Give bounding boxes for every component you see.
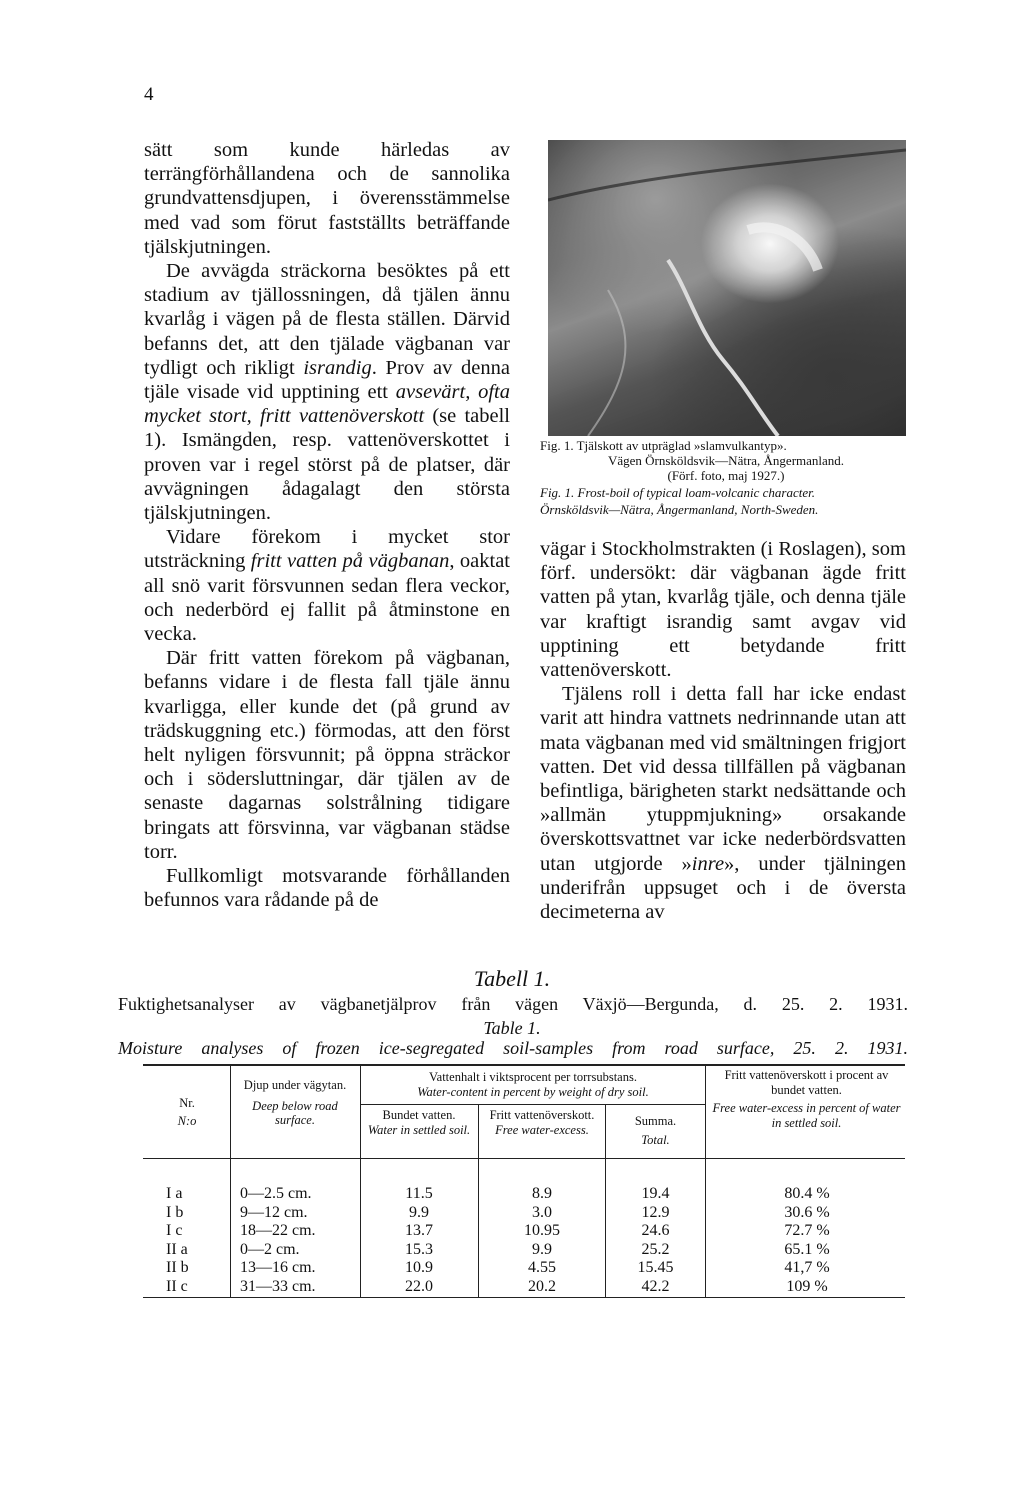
table-heading-en: Moisture analyses of frozen ice-segregated soil-samples from road surface, 25. 2. 1931. [118,1038,908,1058]
emphasis-text: fritt vatten på vägbanan [250,550,450,573]
caption-sv-line-2: Vägen Örnsköldsvik—Nätra, Ångermanland. [607,453,845,468]
table-rule-top [143,1064,905,1066]
paragraph [144,138,510,259]
table-cell-excess: 72.7 % [784,1222,830,1239]
table-title-sv: Tabell 1. [473,966,551,991]
body-text: Där fritt vatten förekom på vägbanan, befanns vidare i de flesta fall tjäle ännu kvarligga, eller kunde det (på grund av trädskuggning etc.) förmodas, att den först helt nyligen försvunnit; på öppna sträckor och i södersluttningar, där tjälen av de senaste dagarnas solstrålning tidigare bringats att försvinna, var vägbanan städse torr. [144,647,510,863]
header-depth-sv: Djup under vägytan. [243,1078,347,1092]
table-cell-free: 10.95 [524,1222,560,1239]
header-water [364,1070,702,1099]
table-cell-bound: 9.9 [409,1203,429,1221]
table-cell-nr: I c [166,1222,183,1239]
header-water-en: Water-content in percent by weight of dry soil. [417,1084,649,1099]
table-vline-2 [360,1066,361,1298]
body-text: sätt som kunde härledas av terrängförhållandena och de sannolika grundvattensdjupen, i överensstämmelse med vad som förut fastställts beträffande tjälskjutningen. [144,139,510,258]
caption-sv-line-3: (Förf. foto, maj 1927.) [667,468,785,483]
table-cell-free: 3.0 [532,1203,552,1221]
caption-en-line-1: Fig. 1. Frost-boil of typical loam-volcanic character. [540,485,815,500]
table-cell-depth: 31—33 cm. [240,1277,316,1295]
body-text: », under tjälningen underifrån uppsuget och i de översta decimeterna av [540,852,906,924]
table-cell-excess: 65.1 % [784,1240,830,1258]
left-text-column [144,138,510,913]
table-cell-depth: 13—16 cm. [240,1259,316,1276]
table-cell-bound: 10.9 [405,1259,433,1276]
header-excess-sv: Fritt vattenöverskott i procent av bundet vatten. [724,1068,889,1097]
table-cell-excess: 41,7 % [784,1259,830,1276]
table-cell-sum: 25.2 [641,1240,670,1258]
table-cell-sum: 42.2 [641,1277,670,1295]
table-cell-depth: 0—2 cm. [240,1240,300,1258]
body-text: Fullkomligt motsvarande förhållanden befunnos vara rådande på de [144,865,510,912]
table-hline-water [360,1104,705,1105]
frost-boil-photograph [548,140,906,436]
table-vline-4 [605,1104,606,1298]
emphasis-text: avsevärt, ofta mycket stort, fritt vattenöverskott [144,381,510,428]
emphasis-text: inre [691,852,725,875]
table-cell-free: 9.9 [532,1240,552,1258]
photo-texture [548,140,906,436]
header-nr-en: N:o [177,1113,197,1128]
body-text: Tjälens roll i detta fall har icke endast varit att hindra vattnets nedrinnande utan att mata vägbanan med vid smältningen frigjort vatten. Det vid dessa tillfällen på vägbanan befintliga, bärigheten starkt nedsättande och »allmän ytuppmjukning» orsakande överskottsvattnet var icke nederbördsvatten utan utgjorde » [540,683,906,875]
page-number: 4 [144,84,154,105]
header-excess [710,1068,903,1130]
body-text: De avvägda sträckorna besöktes på ett stadium av tjällossningen, då tjälen ännu kvarlåg i vägen på de flesta ställen. Därvid befanns det, att den tjälade vägbanan var tydligt och rikligt [144,260,510,379]
table-cell-depth: 9—12 cm. [240,1203,308,1221]
table-vline-3 [478,1104,479,1298]
table-cell-nr: I b [166,1203,184,1221]
table-cell-depth: 18—22 cm. [240,1222,316,1239]
header-sum [608,1114,703,1147]
emphasis-text: israndig [303,356,372,379]
header-bound-en: Water in settled soil. [367,1122,471,1137]
table-cell-excess: 80.4 % [784,1185,830,1202]
paragraph [144,525,510,646]
body-text: (se tabell 1). Ismängden, resp. vattenöverskottet i proven var i regel störst på de platser, där avvägningen ådagalagt den största tjälskjutningen. [144,405,510,525]
header-free [482,1108,602,1137]
header-depth [234,1078,356,1128]
table-vline-1 [230,1066,231,1298]
table-cell-free: 4.55 [528,1259,556,1276]
header-water-sv: Vattenhalt i viktsprocent per torrsubstans. [429,1070,637,1084]
table-title-en: Table 1. [483,1018,541,1038]
header-excess-en: Free water-excess in percent of water in settled soil. [712,1101,901,1130]
table-cell-sum: 15.45 [637,1259,674,1276]
header-depth-en: Deep below road surface. [252,1098,338,1127]
table-heading-sv: Fuktighetsanalyser av vägbanetjälprov från vägen Växjö—Bergunda, d. 25. 2. 1931. [118,994,908,1014]
table-cell-depth: 0—2.5 cm. [240,1185,312,1202]
caption-en-line-2: Örnsköldsvik—Nätra, Ångermanland, North-Sweden. [540,502,819,517]
table-cell-bound: 11.5 [405,1185,433,1202]
body-text: vägar i Stockholmstrakten (i Roslagen), som förf. undersökt: där vägbanan ägde fritt vatten på ytan, kvarlåg tjäle, och denna tjäle var kraftigt israndig samt avgav vid upptining ett betydande fritt vattenöverskott. [540,538,906,682]
figure-caption [540,438,912,517]
paragraph [540,682,906,924]
table-rule-bottom [143,1297,905,1298]
table-cell-nr: II b [166,1259,189,1276]
table-cell-excess: 30.6 % [784,1203,830,1221]
table-cell-sum: 24.6 [641,1222,670,1239]
body-text: , oaktat all snö varit försvunnen sedan flera veckor, och nederbörd ej fallit på åtminstone en vecka. [144,550,511,646]
body-text: . Prov av denna tjäle visade vid upptining ett [144,356,510,404]
caption-sv-line-1: Fig. 1. Tjälskott av utpräglad »slamvulkantyp». [540,438,787,453]
header-sum-sv: Summa. [634,1114,677,1128]
table-cell-bound: 22.0 [405,1277,433,1295]
table-cell-free: 8.9 [532,1185,552,1202]
table-cell-excess: 109 % [786,1277,828,1295]
table-cell-bound: 13.7 [405,1222,433,1239]
header-bound [362,1108,476,1137]
table-cell-free: 20.2 [528,1277,556,1295]
body-text: Vidare förekom i mycket stor utsträckning [144,526,510,573]
header-nr-sv: Nr. [179,1096,195,1110]
header-free-en: Free water-excess. [495,1122,589,1137]
table-cell-sum: 19.4 [641,1185,670,1202]
table-cell-nr: I a [166,1185,183,1202]
table-vline-5 [705,1066,706,1298]
header-sum-en: Total. [641,1132,670,1147]
paragraph [144,864,510,912]
table-cell-nr: II a [166,1240,188,1258]
paragraph [540,537,906,682]
right-text-column [540,537,906,924]
paragraph [144,646,510,864]
header-bound-sv: Bundet vatten. [382,1108,456,1122]
table-cell-bound: 15.3 [405,1240,433,1258]
paragraph [144,259,510,525]
table-rule-header-bottom [143,1158,905,1159]
header-nr [145,1096,229,1128]
table-cell-nr: II c [166,1277,188,1295]
table-cell-sum: 12.9 [641,1203,670,1221]
header-free-sv: Fritt vattenöverskott. [489,1108,595,1122]
